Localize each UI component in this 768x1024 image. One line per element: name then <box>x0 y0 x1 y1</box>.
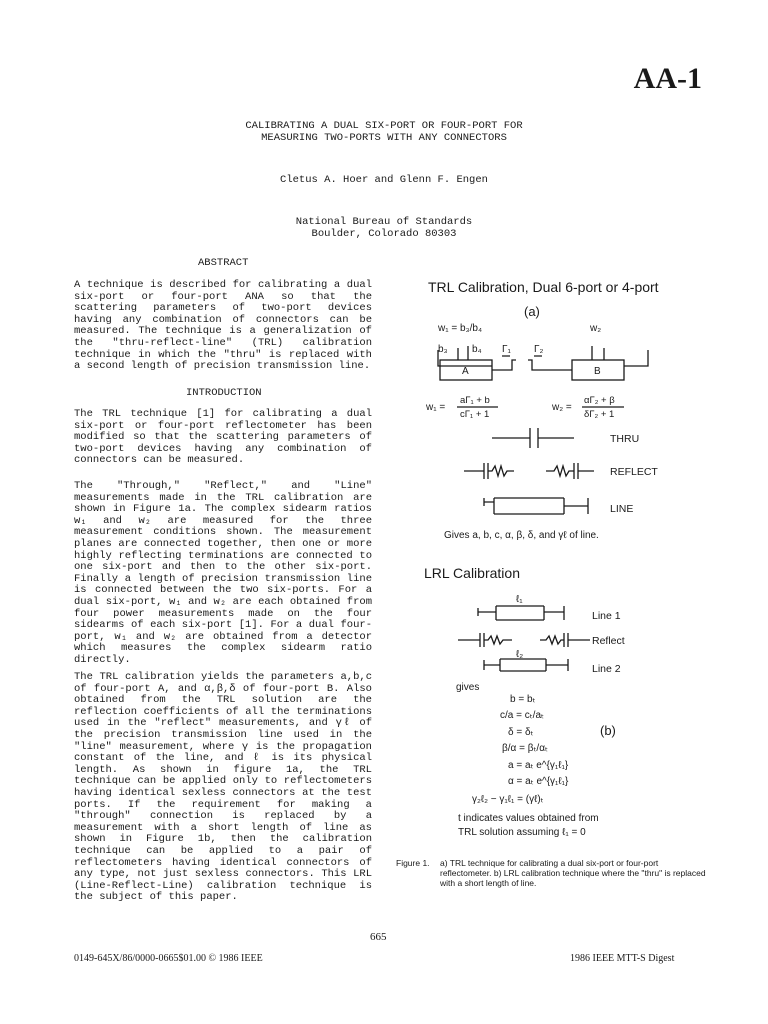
intro-paragraph-1: The TRL technique [1] for calibrating a dual six-port or four-port reflectometer has been modified so that the scattering parameters of two-port devices having any combination of connectors can be measured. <box>74 408 372 467</box>
equation-a: a = aₜ e^{γ₁ℓ₁} <box>508 760 569 771</box>
line-label: LINE <box>610 503 634 515</box>
panel-a-label: (a) <box>524 304 540 319</box>
figure-1 <box>392 270 702 890</box>
affiliation-line-2: Boulder, Colorado 80303 <box>311 228 457 240</box>
affiliation <box>0 216 768 240</box>
w2-equation-lhs: w₂ = <box>552 402 572 413</box>
intro-paragraph-3: The TRL calibration yields the parameters a,b,c of four-port A, and α,β,δ of four-port B. Also obtained from the TRL solution are the reflection coefficients of all the terminations used in the "reflect" measurements, and γℓ of the precision transmission line used in the "line" measurement, where γ is the propagation constant of the line, and ℓ is its physical length. As shown in figure 1a, the TRL technique can be applied only to reflectometers having identical sexless connectors at the test ports. If the requirement for making a "through" connection is replaced by a measurement with a short length of line as shown in Figure 1b, then the calibration technique can be applied to a pair of reflectometers having identical connectors of any type, not just sexless connectors. This LRL (Line-Reflect-Line) calibration technique is the subject of this paper. <box>74 671 372 904</box>
reflect-label: REFLECT <box>610 466 658 478</box>
abstract-heading: ABSTRACT <box>198 257 249 269</box>
title-line-1: CALIBRATING A DUAL SIX-PORT OR FOUR-PORT FOR <box>245 120 523 132</box>
note-line-1: t indicates values obtained from <box>458 813 599 824</box>
title-line-2: MEASURING TWO-PORTS WITH ANY CONNECTORS <box>261 132 507 144</box>
w1-numerator: aΓ₁ + b <box>460 395 490 406</box>
trl-result: Gives a, b, c, α, β, δ, and γℓ of line. <box>444 530 599 541</box>
lrl-reflect-left <box>458 633 512 647</box>
lrl-line-2-symbol <box>484 659 568 671</box>
w2-label: w₂ <box>590 323 602 334</box>
gamma-1-label: Γ₁ <box>502 344 511 355</box>
paper-code: AA-1 <box>633 62 702 95</box>
equation-beta-over-alpha: β/α = βₜ/αₜ <box>502 743 548 754</box>
box-b-label: B <box>594 366 601 377</box>
intro-paragraph-2: The "Through," "Reflect," and "Line" measurements made in the TRL calibration are shown in Figure 1a. The complex sidearm ratios w₁ and w₂ are measured for the three measurement conditions shown. The measurement planes are connected together, then one or more highly reflecting terminations are connected to one six-port and then to the other six-port. Finally a length of precision transmission line is connected between the two six-ports. For a dual six-port, w₁ and w₂ are each obtained from four power measurements made on the four sidearms of each six-port [1]. For a dual four-port, w₁ and w₂ are obtained from a detector which measures the complex sidearm ratio directly. <box>74 480 372 666</box>
sidearm-leads-b <box>592 346 604 360</box>
w2-numerator: αΓ₂ + β <box>584 395 615 406</box>
figure-caption-label: Figure 1. <box>396 858 430 868</box>
equation-c-over-a: c/a = cₜ/aₜ <box>500 710 544 721</box>
panel-b-label: (b) <box>600 723 616 738</box>
port-a-lead <box>492 360 516 370</box>
box-a-label: A <box>462 366 469 377</box>
lrl-line-1-symbol <box>478 606 564 620</box>
trl-title: TRL Calibration, Dual 6-port or 4-port <box>428 279 659 295</box>
reflect-symbol-right <box>546 463 594 479</box>
lrl-reflect-label: Reflect <box>592 635 625 647</box>
l1-label: ℓ₁ <box>516 594 523 605</box>
paper-title <box>0 120 768 144</box>
box-b-right-arm <box>624 350 648 366</box>
port-b4-label: b₄ <box>472 344 482 355</box>
reflect-symbol-left <box>464 463 514 479</box>
gamma-2-label: Γ₂ <box>534 344 544 355</box>
note-line-2: TRL solution assuming ℓ₁ = 0 <box>458 827 586 838</box>
port-b3-label: b₃ <box>438 344 448 355</box>
authors: Cletus A. Hoer and Glenn F. Engen <box>280 174 488 186</box>
line-symbol <box>484 498 588 514</box>
port-b-lead <box>528 360 572 370</box>
line-1-label: Line 1 <box>592 610 621 622</box>
equation-gamma-l: γ₂ℓ₂ − γ₁ℓ₁ = (γℓ)ₜ <box>472 794 544 805</box>
equation-delta: δ = δₜ <box>508 727 534 738</box>
conference-digest: 1986 IEEE MTT-S Digest <box>570 953 675 964</box>
thru-symbol <box>492 428 574 448</box>
introduction-heading: INTRODUCTION <box>186 387 262 399</box>
w1-denominator: cΓ₁ + 1 <box>460 409 490 420</box>
gives-label: gives <box>456 682 480 693</box>
w2-denominator: δΓ₂ + 1 <box>584 409 615 420</box>
copyright-line: 0149-645X/86/0000-0665$01.00 © 1986 IEEE <box>74 953 263 964</box>
lrl-title: LRL Calibration <box>424 565 520 581</box>
abstract-text: A technique is described for calibrating a dual six-port or four-port ANA so that the scattering parameters of two-port devices having any combination of connectors can be measured. The technique is a generalization of the "thru-reflect-line" (TRL) calibration technique in which the "thru" is replaced with a second length of precision transmission line. <box>74 279 372 373</box>
lrl-reflect-right <box>540 633 590 647</box>
page-number: 665 <box>370 931 387 943</box>
w1-definition: w₁ = b₃/b₄ <box>438 323 483 334</box>
figure-caption: a) TRL technique for calibrating a dual six-port or four-port reflectometer. b) LRL calibration technique where the "thru" is replaced with a short length of line. <box>440 858 706 888</box>
thru-label: THRU <box>610 433 640 445</box>
sidearm-leads-a <box>458 346 468 360</box>
equation-alpha: α = aₜ e^{γ₁ℓ₁} <box>508 776 569 787</box>
l2-label: ℓ₂ <box>516 649 524 660</box>
affiliation-line-1: National Bureau of Standards <box>295 216 473 228</box>
line-2-label: Line 2 <box>592 663 621 675</box>
w1-equation-lhs: w₁ = <box>426 402 446 413</box>
equation-b: b = bₜ <box>510 694 536 705</box>
